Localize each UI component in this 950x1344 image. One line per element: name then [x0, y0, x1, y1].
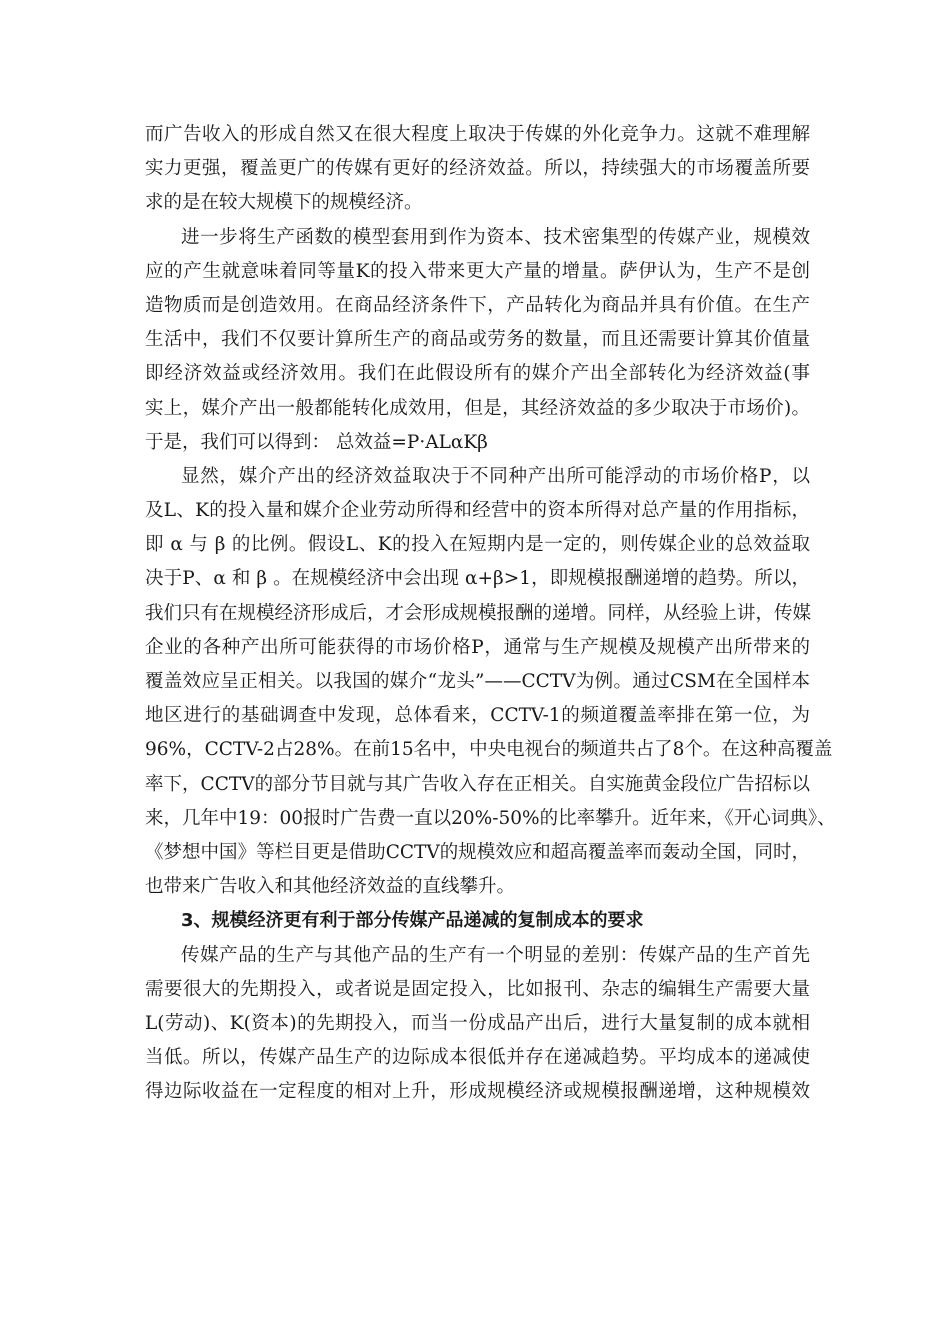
- text-line: 《梦想中国》等栏目更是借助CCTV的规模效应和超高覆盖率而轰动全国，同时，: [145, 841, 810, 863]
- text-line: 进一步将生产函数的模型套用到作为资本、技术密集型的传媒产业，规模效: [181, 226, 810, 248]
- text-line: 实上，媒介产出一般都能转化成效用，但是，其经济效益的多少取决于市场价)。: [145, 397, 810, 419]
- text-line: 覆盖效应呈正相关。以我国的媒介“龙头”——CCTV为例。通过CSM在全国样本: [145, 671, 810, 692]
- text-line: 及L、K的投入量和媒介企业劳动所得和经营中的资本所得对总产量的作用指标，: [145, 500, 810, 522]
- text-line: 决于P、α 和 β 。在规模经济中会出现 α+β>1，即规模报酬递增的趋势。所以，: [145, 568, 810, 590]
- text-line: 地区进行的基础调查中发现，总体看来，CCTV-1的频道覆盖率排在第一位，为: [145, 705, 810, 727]
- section-heading: 3、规模经济更有利于部分传媒产品递减的复制成本的要求: [181, 910, 644, 932]
- text-line: 当低。所以，传媒产品生产的边际成本很低并存在递减趋势。平均成本的递减使: [145, 1047, 810, 1069]
- text-line: 应的产生就意味着同等量K的投入带来更大产量的增量。萨伊认为，生产不是创: [145, 260, 810, 282]
- text-line: 即经济效益或经济效用。我们在此假设所有的媒介产出全部转化为经济效益(事: [145, 363, 810, 385]
- text-line: 传媒产品的生产与其他产品的生产有一个明显的差别：传媒产品的生产首先: [181, 944, 810, 966]
- formula-line: 于是，我们可以得到： 总效益=P·ALαKβ: [145, 431, 488, 453]
- text-line: 也带来广告收入和其他经济效益的直线攀升。: [145, 876, 516, 898]
- text-line: 生活中，我们不仅要计算所生产的商品或劳务的数量，而且还需要计算其价值量: [145, 329, 810, 351]
- text-line: 我们只有在规模经济形成后，才会形成规模报酬的递增。同样，从经验上讲，传媒: [145, 602, 812, 624]
- document-page: [145, 118, 836, 1109]
- text-line: 显然，媒介产出的经济效益取决于不同种产出所可能浮动的市场价格P，以: [181, 465, 810, 487]
- text-line: 企业的各种产出所可能获得的市场价格P，通常与生产规模及规模产出所带来的: [145, 636, 810, 658]
- text-line: 而广告收入的形成自然又在很大程度上取决于传媒的外化竞争力。这就不难理解: [145, 124, 810, 145]
- text-line: 来，几年中19：00报时广告费一直以20%-50%的比率攀升。近年来，《开心词典》、: [145, 807, 836, 829]
- text-line: 造物质而是创造效用。在商品经济条件下，产品转化为商品并具有价值。在生产: [145, 294, 810, 316]
- text-line: 即 α 与 β 的比例。假设L、K的投入在短期内是一定的，则传媒企业的总效益取: [145, 534, 810, 556]
- text-line: 实力更强，覆盖更广的传媒有更好的经济效益。所以，持续强大的市场覆盖所要: [145, 158, 810, 180]
- text-line: 得边际收益在一定程度的相对上升，形成规模经济或规模报酬递增，这种规模效: [145, 1081, 810, 1103]
- text-line: 率下，CCTV的部分节目就与其广告收入存在正相关。自实施黄金段位广告招标以: [145, 773, 810, 795]
- text-line: 96%，CCTV-2占28%。在前15名中，中央电视台的频道共占了8个。在这种高覆盖: [145, 739, 833, 761]
- text-line: L(劳动)、K(资本)的先期投入，而当一份成品产出后，进行大量复制的成本就相: [145, 1012, 810, 1034]
- text-line: 需要很大的先期投入，或者说是固定投入，比如报刊、杂志的编辑生产需要大量: [145, 978, 810, 1000]
- text-line: 求的是在较大规模下的规模经济。: [145, 192, 423, 214]
